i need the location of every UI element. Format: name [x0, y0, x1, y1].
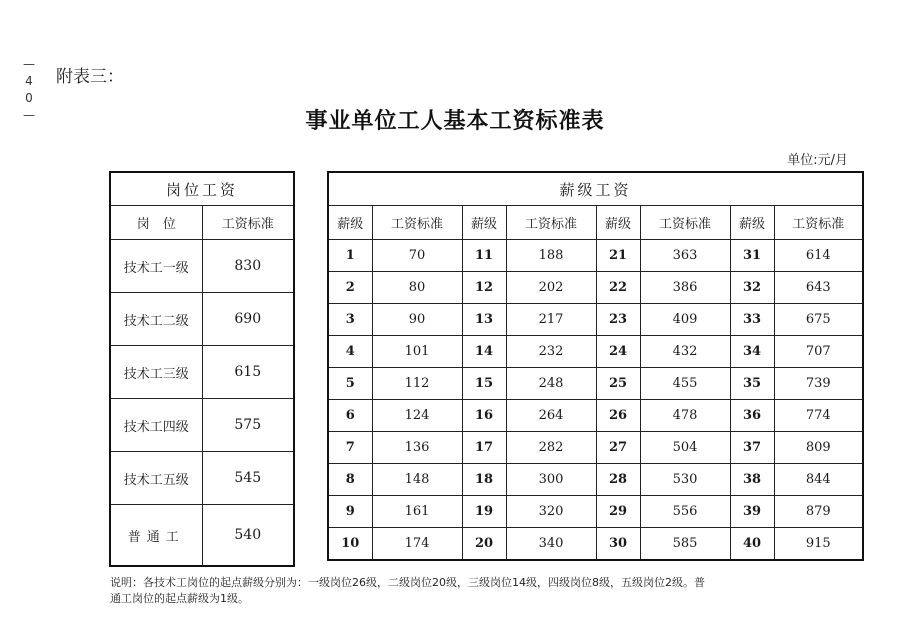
grade-wage-value: 504 [640, 432, 730, 464]
table-row [328, 336, 863, 368]
grade-wage-value: 70 [372, 240, 462, 272]
position-name: 技术工二级 [110, 293, 202, 346]
table-row [110, 399, 294, 452]
grade-number: 1 [328, 240, 372, 272]
grade-number: 8 [328, 464, 372, 496]
grade-wage-value: 101 [372, 336, 462, 368]
column-header-position: 岗 位 [110, 206, 202, 240]
grade-wage-value: 80 [372, 272, 462, 304]
grade-wage-value: 585 [640, 528, 730, 561]
grade-wage-value: 614 [774, 240, 863, 272]
grade-wage-value: 478 [640, 400, 730, 432]
column-header-wage: 工资标准 [640, 206, 730, 240]
grade-number: 11 [462, 240, 506, 272]
grade-number: 20 [462, 528, 506, 561]
grade-number: 2 [328, 272, 372, 304]
grade-number: 23 [596, 304, 640, 336]
grade-wage-value: 300 [506, 464, 596, 496]
grade-wage-value: 248 [506, 368, 596, 400]
position-wage-table [109, 171, 295, 567]
column-header-grade: 薪级 [462, 206, 506, 240]
grade-wage-value: 556 [640, 496, 730, 528]
table-row [328, 432, 863, 464]
column-header-wage: 工资标准 [372, 206, 462, 240]
table-row [110, 240, 294, 293]
grade-number: 31 [730, 240, 774, 272]
grade-wage-value: 739 [774, 368, 863, 400]
table-row [328, 528, 863, 561]
grade-number: 10 [328, 528, 372, 561]
grade-number: 18 [462, 464, 506, 496]
grade-number: 29 [596, 496, 640, 528]
grade-wage-value: 136 [372, 432, 462, 464]
grade-number: 6 [328, 400, 372, 432]
grade-wage-value: 530 [640, 464, 730, 496]
grade-number: 3 [328, 304, 372, 336]
grade-number: 17 [462, 432, 506, 464]
grade-number: 38 [730, 464, 774, 496]
grade-number: 19 [462, 496, 506, 528]
grade-wage-value: 161 [372, 496, 462, 528]
position-name: 普通工 [110, 505, 202, 567]
grade-wage-value: 844 [774, 464, 863, 496]
position-wage-value: 540 [202, 505, 294, 567]
grade-wage-value: 232 [506, 336, 596, 368]
grade-number: 14 [462, 336, 506, 368]
grade-wage-value: 455 [640, 368, 730, 400]
grade-wage-value: 707 [774, 336, 863, 368]
grade-wage-value: 320 [506, 496, 596, 528]
grade-wage-value: 409 [640, 304, 730, 336]
grade-wage-value: 774 [774, 400, 863, 432]
grade-number: 35 [730, 368, 774, 400]
column-header-wage: 工资标准 [774, 206, 863, 240]
grade-number: 5 [328, 368, 372, 400]
position-wage-value: 615 [202, 346, 294, 399]
grade-wage-value: 217 [506, 304, 596, 336]
salary-grade-column-headers [328, 206, 863, 240]
grade-wage-value: 124 [372, 400, 462, 432]
grade-number: 16 [462, 400, 506, 432]
page-number-part: 0 [25, 91, 33, 105]
grade-number: 37 [730, 432, 774, 464]
table-row [328, 240, 863, 272]
position-wage-value: 830 [202, 240, 294, 293]
page-number-part: — [23, 57, 35, 71]
table-row [328, 304, 863, 336]
grade-number: 12 [462, 272, 506, 304]
table-row [110, 452, 294, 505]
grade-wage-value: 915 [774, 528, 863, 561]
page-number-part: 4 [25, 74, 33, 88]
table-row [328, 272, 863, 304]
grade-number: 7 [328, 432, 372, 464]
salary-grade-table [327, 171, 864, 561]
grade-number: 27 [596, 432, 640, 464]
grade-number: 30 [596, 528, 640, 561]
grade-number: 34 [730, 336, 774, 368]
grade-wage-value: 340 [506, 528, 596, 561]
salary-grade-header: 薪级工资 [328, 172, 863, 206]
column-header-grade: 薪级 [596, 206, 640, 240]
grade-number: 25 [596, 368, 640, 400]
grade-wage-value: 643 [774, 272, 863, 304]
grade-wage-value: 809 [774, 432, 863, 464]
grade-number: 4 [328, 336, 372, 368]
annex-label: 附表三： [56, 67, 124, 87]
grade-number: 28 [596, 464, 640, 496]
table-row [328, 496, 863, 528]
table-row [110, 346, 294, 399]
position-name: 技术工一级 [110, 240, 202, 293]
grade-wage-value: 282 [506, 432, 596, 464]
grade-wage-value: 188 [506, 240, 596, 272]
table-row [110, 505, 294, 567]
grade-wage-value: 363 [640, 240, 730, 272]
table-row [110, 293, 294, 346]
unit-label: 单位:元/月 [787, 153, 848, 168]
grade-number: 22 [596, 272, 640, 304]
grade-wage-value: 174 [372, 528, 462, 561]
grade-number: 26 [596, 400, 640, 432]
page-number-part: — [23, 108, 35, 122]
page-title: 事业单位工人基本工资标准表 [305, 108, 605, 134]
footnote-line: 说明：各技术工岗位的起点薪级分别为：一级岗位26级，二级岗位20级，三级岗位14级，四级岗位8级，五级岗位2级。普 [110, 576, 705, 589]
grade-number: 21 [596, 240, 640, 272]
footnote-line: 通工岗位的起点薪级为1级。 [110, 592, 249, 605]
grade-number: 36 [730, 400, 774, 432]
column-header-wage: 工资标准 [202, 206, 294, 240]
position-wage-value: 545 [202, 452, 294, 505]
grade-wage-value: 112 [372, 368, 462, 400]
column-header-wage: 工资标准 [506, 206, 596, 240]
grade-number: 24 [596, 336, 640, 368]
grade-wage-value: 264 [506, 400, 596, 432]
grade-number: 39 [730, 496, 774, 528]
grade-number: 15 [462, 368, 506, 400]
position-wage-value: 690 [202, 293, 294, 346]
position-name: 技术工五级 [110, 452, 202, 505]
position-wage-value: 575 [202, 399, 294, 452]
grade-number: 32 [730, 272, 774, 304]
grade-wage-value: 879 [774, 496, 863, 528]
grade-wage-value: 675 [774, 304, 863, 336]
table-row [328, 464, 863, 496]
table-row [328, 400, 863, 432]
grade-number: 9 [328, 496, 372, 528]
table-row [328, 368, 863, 400]
footnote [110, 575, 870, 607]
position-wage-header: 岗位工资 [110, 172, 294, 206]
grade-wage-value: 90 [372, 304, 462, 336]
grade-number: 13 [462, 304, 506, 336]
grade-number: 33 [730, 304, 774, 336]
grade-wage-value: 432 [640, 336, 730, 368]
position-name: 技术工四级 [110, 399, 202, 452]
column-header-grade: 薪级 [328, 206, 372, 240]
column-header-grade: 薪级 [730, 206, 774, 240]
grade-wage-value: 148 [372, 464, 462, 496]
grade-wage-value: 386 [640, 272, 730, 304]
grade-wage-value: 202 [506, 272, 596, 304]
grade-number: 40 [730, 528, 774, 561]
position-name: 技术工三级 [110, 346, 202, 399]
